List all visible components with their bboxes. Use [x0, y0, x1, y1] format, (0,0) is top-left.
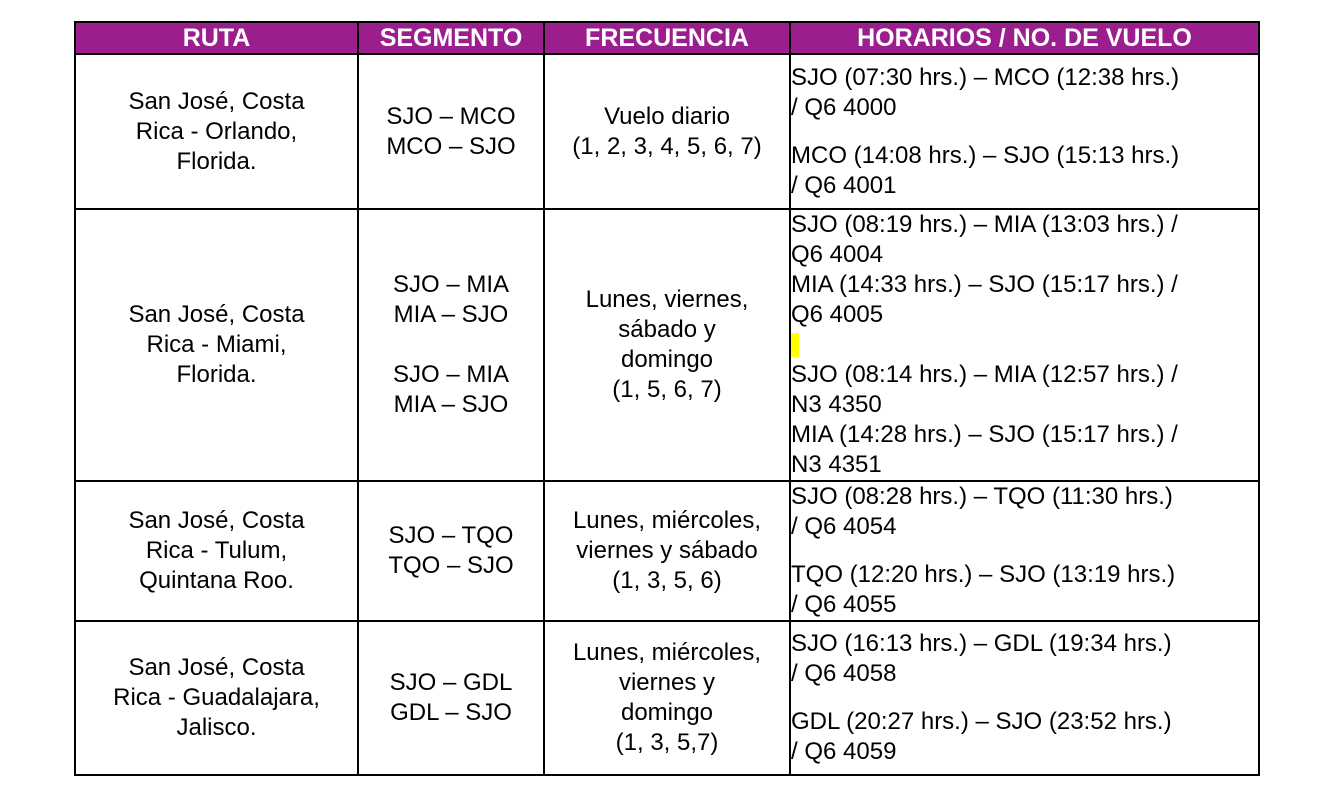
segmento-cell: [358, 621, 544, 775]
flight-schedule: GDL (20:27 hrs.) – SJO (23:52 hrs.) / Q6 4059: [791, 708, 1172, 765]
frecuencia-text: Lunes, viernes, sábado y domingo (1, 5, 6, 7): [585, 286, 749, 403]
horarios-cell: [790, 481, 1259, 621]
table-row: [75, 621, 1259, 775]
frecuencia-text: Vuelo diario (1, 2, 3, 4, 5, 6, 7): [572, 102, 762, 160]
ruta-cell: [75, 209, 358, 481]
flight-schedule: SJO (07:30 hrs.) – MCO (12:38 hrs.) / Q6 4000: [791, 63, 1180, 121]
header-segmento: SEGMENTO: [358, 22, 544, 54]
ruta-text: San José, Costa Rica - Orlando, Florida.: [128, 87, 305, 175]
table-row: [75, 209, 1259, 481]
segmento-cell: [358, 481, 544, 621]
flight-schedule: SJO (08:14 hrs.) – MIA (12:57 hrs.) / N3 4350 MIA (14:28 hrs.) – SJO (15:17 hrs.) / N3 4351: [791, 361, 1178, 478]
header-horarios: HORARIOS / NO. DE VUELO: [790, 22, 1259, 54]
flight-schedule: SJO (08:28 hrs.) – TQO (11:30 hrs.) / Q6 4054: [791, 483, 1173, 540]
frecuencia-cell: [544, 481, 790, 621]
segmento-text: SJO – MIA MIA – SJO SJO – MIA MIA – SJO: [392, 271, 510, 418]
text-highlight-marker: [791, 333, 799, 357]
segmento-text: SJO – GDL GDL – SJO: [389, 669, 513, 726]
frecuencia-cell: [544, 54, 790, 209]
frecuencia-cell: [544, 209, 790, 481]
segmento-text: SJO – MCO MCO – SJO: [386, 102, 516, 160]
segmento-cell: [358, 54, 544, 209]
header-frecuencia: FRECUENCIA: [544, 22, 790, 54]
ruta-cell: [75, 481, 358, 621]
table-row: [75, 481, 1259, 621]
flight-schedule: TQO (12:20 hrs.) – SJO (13:19 hrs.) / Q6 4055: [791, 561, 1176, 618]
horarios-cell: [790, 54, 1259, 209]
table-row: [75, 54, 1259, 209]
header-ruta: RUTA: [75, 22, 358, 54]
horarios-cell: [790, 621, 1259, 775]
segmento-cell: [358, 209, 544, 481]
routes-table: [74, 21, 1260, 776]
header-row: [75, 22, 1259, 54]
ruta-text: San José, Costa Rica - Miami, Florida.: [128, 301, 305, 388]
frecuencia-cell: [544, 621, 790, 775]
ruta-text: San José, Costa Rica - Guadalajara, Jalisco.: [113, 654, 320, 741]
ruta-text: San José, Costa Rica - Tulum, Quintana Roo.: [128, 507, 305, 594]
ruta-cell: [75, 54, 358, 209]
frecuencia-text: Lunes, miércoles, viernes y domingo (1, 3, 5,7): [572, 639, 762, 756]
flight-schedule: SJO (16:13 hrs.) – GDL (19:34 hrs.) / Q6 4058: [791, 630, 1172, 687]
frecuencia-text: Lunes, miércoles, viernes y sábado (1, 3, 5, 6): [572, 507, 762, 594]
ruta-cell: [75, 621, 358, 775]
horarios-cell: [790, 209, 1259, 481]
segmento-text: SJO – TQO TQO – SJO: [388, 522, 514, 579]
flight-schedule: SJO (08:19 hrs.) – MIA (13:03 hrs.) / Q6 4004 MIA (14:33 hrs.) – SJO (15:17 hrs.) / Q6 4005: [791, 211, 1178, 328]
flight-schedule: MCO (14:08 hrs.) – SJO (15:13 hrs.) / Q6 4001: [791, 141, 1180, 199]
